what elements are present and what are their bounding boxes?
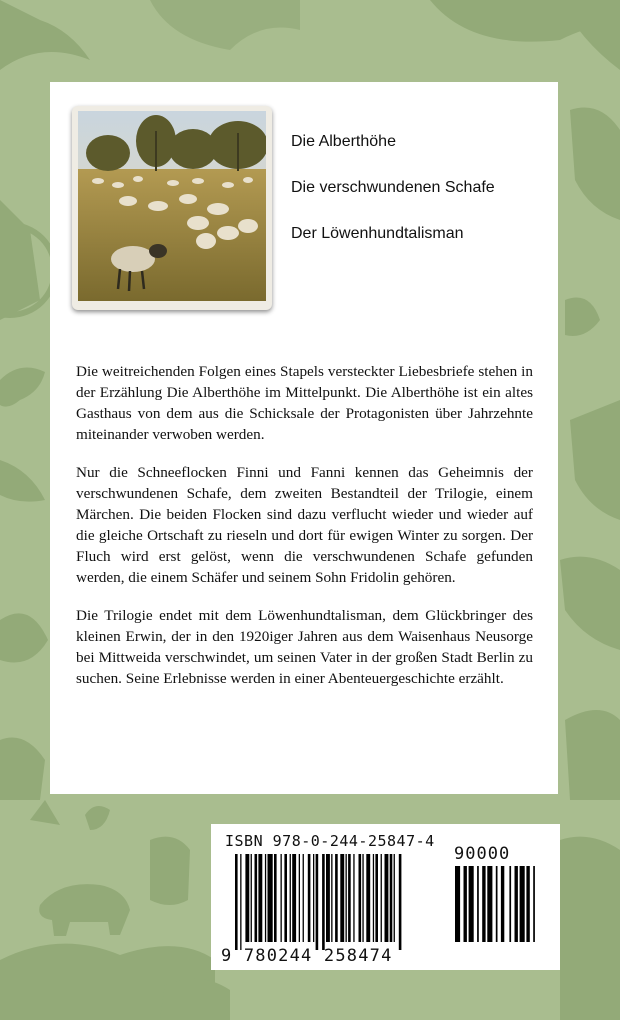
sheep-pasture-image (78, 111, 266, 301)
description (76, 361, 533, 706)
barcode-bar (245, 854, 249, 942)
paragraph-3: Die Trilogie endet mit dem Löwenhundtalisman, dem Glückbringer des kleinen Erwin, der in den 1920iger Jahren aus dem Waisenhaus Neusorge bei Mittweida verschwindet, um seinen Vater in der großen Stadt Berlin zu suchen. Seine Erlebnisse werden in einer Abenteuergeschichte erzählt. (76, 607, 533, 687)
ean-digits: 9 780244 258474 (221, 946, 393, 966)
barcode-bar (326, 854, 330, 942)
barcode-bar (281, 854, 282, 942)
isbn-label: ISBN 978-0-244-25847-4 (225, 832, 435, 850)
barcode-bar (346, 854, 347, 942)
paragraph-2: Nur die Schneeflocken Finni und Fanni kennen das Geheimnis der verschwundenen Schafe, dem zweiten Bestandteil der Trilogie, einem Märchen. Die beiden Flocken sind dazu verflucht wieder und wieder auf die gleiche Ortschaft zu rieseln und dort für ewigen Winter zu sorgen. Der Fluch wird erst gelöst, wenn die verschwundenen Schafe gefunden werden, die einem Schäfer und seinem Sohn Fridolin gehören. (76, 464, 533, 586)
barcode-bar (469, 866, 474, 942)
barcode-bar (501, 866, 504, 942)
barcode-bar (455, 866, 460, 942)
barcode-bar (482, 866, 485, 942)
barcode-bar (331, 854, 332, 942)
barcode-bar (464, 866, 467, 942)
barcode-bar (373, 854, 374, 942)
barcode-bar (299, 854, 300, 942)
barcode-bar (390, 854, 393, 942)
barcode-bar (274, 854, 277, 942)
addon-barcode-bars (455, 866, 549, 950)
barcode-bar (335, 854, 338, 942)
barcode-bar (322, 854, 325, 950)
barcode-bar (235, 854, 238, 950)
barcode-bar (509, 866, 511, 942)
text-panel (50, 82, 558, 794)
barcode-bar (515, 866, 518, 942)
barcode-bar (487, 866, 492, 942)
book-titles (291, 132, 495, 270)
barcode-bar (375, 854, 378, 942)
barcode-bar (359, 854, 362, 942)
barcode-bar (381, 854, 382, 942)
barcode-bar (399, 854, 402, 950)
barcode-bar (520, 866, 525, 942)
barcode-bar (362, 854, 363, 942)
sheep-photo (72, 106, 272, 310)
title-1: Die Alberthöhe (291, 133, 396, 150)
barcode-bar (533, 866, 535, 942)
barcode-bar (496, 866, 498, 942)
barcode-bar (292, 854, 296, 942)
barcode-bar (308, 854, 311, 942)
title-3: Der Löwenhundtalisman (291, 225, 464, 242)
barcode-box (211, 824, 560, 970)
barcode-bar (394, 854, 395, 942)
barcode-bar (255, 854, 258, 942)
barcode-bar (366, 854, 370, 942)
barcode-bar (348, 854, 351, 942)
price-code: 90000 (454, 844, 511, 864)
barcode-bar (477, 866, 479, 942)
title-2: Die verschwundenen Schafe (291, 179, 495, 196)
barcode-bar (353, 854, 354, 942)
barcode-bars (235, 854, 445, 950)
barcode-bar (284, 854, 287, 942)
barcode-bar (240, 854, 241, 950)
barcode-bar (268, 854, 273, 942)
barcode-bar (340, 854, 344, 942)
barcode-bar (303, 854, 304, 942)
barcode-bar (313, 854, 314, 942)
barcode-bar (265, 854, 266, 942)
barcode-bar (251, 854, 252, 942)
barcode-bar (526, 866, 529, 942)
barcode-bar (316, 854, 319, 950)
barcode-bar (385, 854, 389, 942)
barcode-bar (290, 854, 291, 942)
paragraph-1: Die weitreichenden Folgen eines Stapels versteckter Liebesbriefe stehen in der Erzählung Die Alberthöhe im Mittelpunkt. Die Alberthöhe ist ein altes Gasthaus von dem aus die Schicksale der Protagonisten über Jahrzehnte miteinander verwoben werden. (76, 363, 533, 443)
barcode-bar (258, 854, 262, 942)
